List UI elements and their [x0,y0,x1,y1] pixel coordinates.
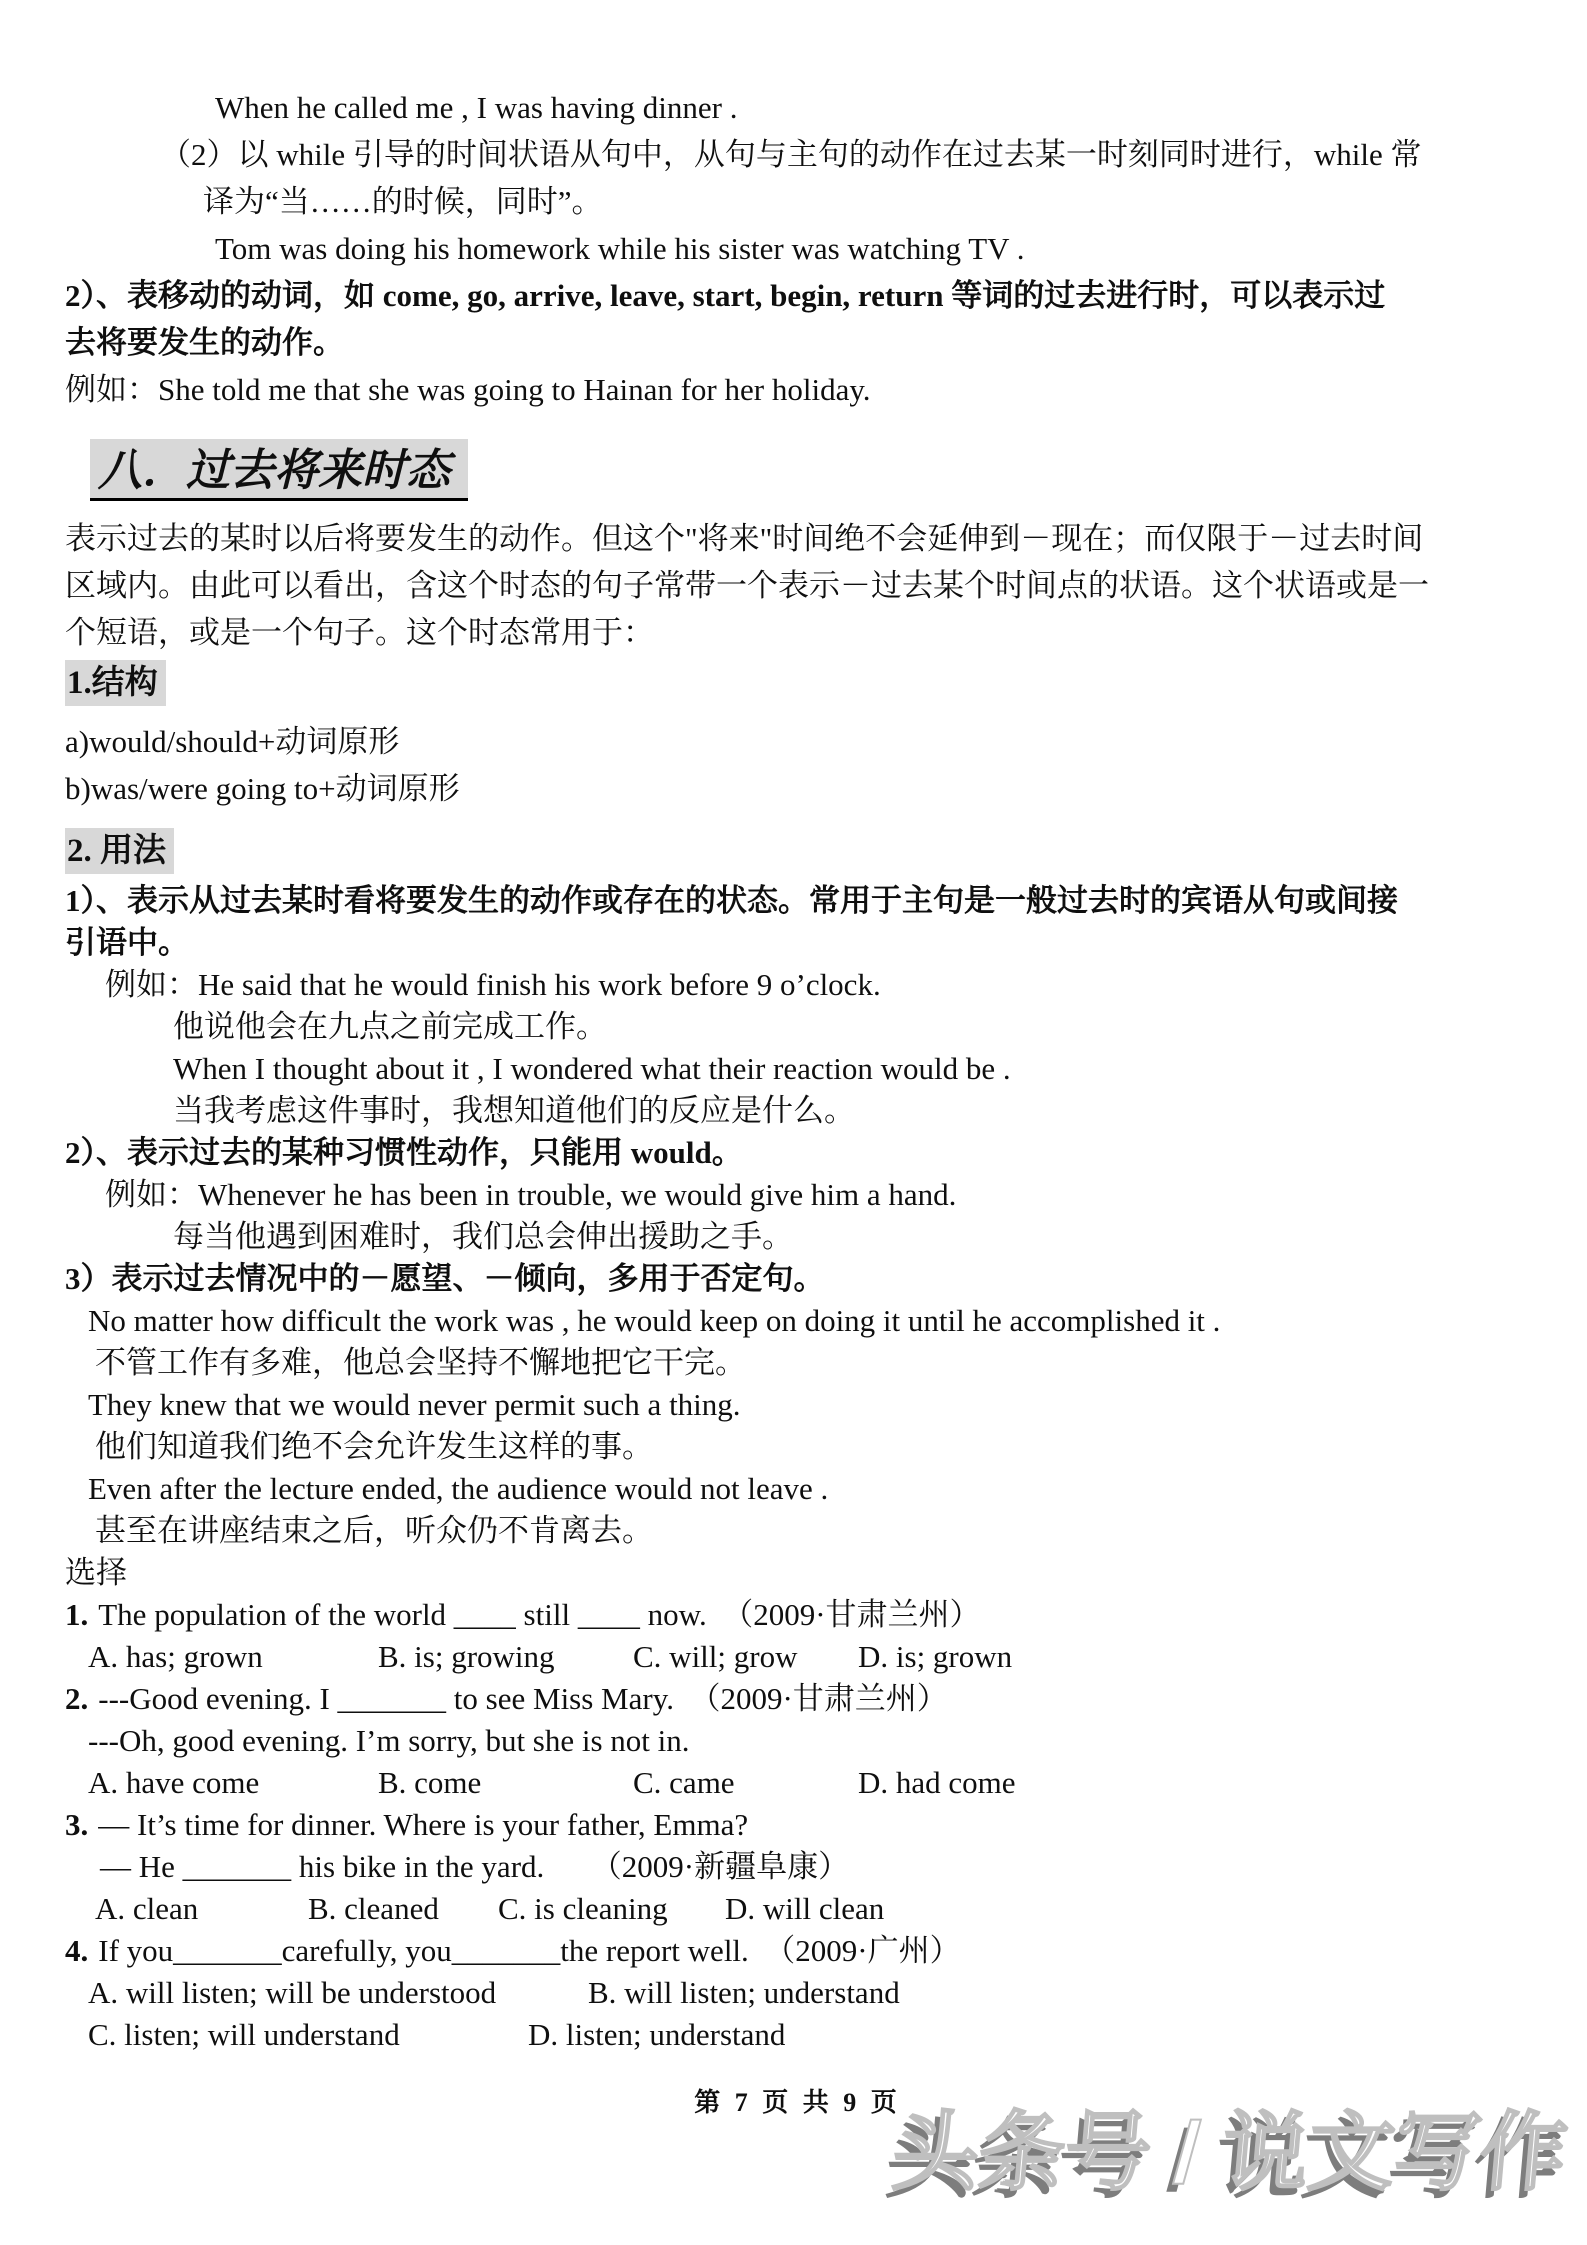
question-number: 1. [65,1597,89,1632]
option-b: B. cleaned [308,1891,439,1926]
option-c: C. is cleaning [498,1891,668,1926]
question-number: 2. [65,1681,89,1716]
example-sentence-en: 例如：Whenever he has been in trouble, we would give him a hand. [105,1177,957,1212]
example-translation-zh: 他们知道我们绝不会允许发生这样的事。 [95,1429,653,1464]
usage-rule-1-cont: 引语中。 [65,925,189,960]
question-3 [65,1804,1535,1846]
grammar-subpoint-cont: 译为“当……的时候，同时”。 [203,184,603,219]
question-3-options [65,1888,1535,1930]
watermark: 头条号 / 说文写作 [889,2105,1572,2201]
option-a: A. has; grown [88,1639,263,1674]
option-a: A. clean [95,1891,199,1926]
question-number: 4. [65,1933,89,1968]
subsection-heading-row [65,660,1535,706]
section-description: 个短语，或是一个句子。这个时态常用于： [65,615,654,650]
section-heading-row [90,439,1535,501]
usage-rule-3: 3）表示过去情况中的－愿望、－倾向，多用于否定句。 [65,1261,825,1296]
question-stem: If you_______carefully, you_______the report well. （2009·广州） [98,1933,961,1968]
option-c: C. came [633,1765,735,1800]
subsection-heading-structure: 1.结构 [65,660,166,706]
option-a: A. have come [88,1765,260,1800]
structure-item-b: b)was/were going to+动词原形 [65,771,460,806]
example-translation-zh: 甚至在讲座结束之后，听众仍不肯离去。 [95,1513,653,1548]
question-2-options [65,1762,1535,1804]
question-stem: ---Good evening. I _______ to see Miss Mary. （2009·甘肃兰州） [98,1681,948,1716]
structure-item-a: a)would/should+动词原形 [65,724,400,759]
example-sentence-en: 例如：He said that he would finish his work before 9 o’clock. [105,967,881,1002]
option-d: D. had come [858,1765,1016,1800]
grammar-subpoint: （2）以 while 引导的时间状语从句中，从句与主句的动作在过去某一时刻同时进行，while 常 [160,137,1422,172]
question-3-line2: — He _______ his bike in the yard. （2009·新疆阜康） [100,1849,850,1884]
question-4-options-row1 [65,1972,1535,2014]
question-stem: — It’s time for dinner. Where is your father, Emma? [98,1807,749,1842]
section-description: 区域内。由此可以看出，含这个时态的句子常带一个表示－过去某个时间点的状语。这个状语或是一 [65,568,1429,603]
example-sentence-en: When he called me , I was having dinner . [215,90,738,125]
option-a: A. will listen; will be understood [88,1975,497,2010]
document-content [65,84,1535,2056]
example-sentence-en: Even after the lecture ended, the audience would not leave . [88,1471,829,1506]
example-translation-zh: 当我考虑这件事时，我想知道他们的反应是什么。 [173,1093,855,1128]
usage-rule-1: 1）、表示从过去某时看将要发生的动作或存在的状态。常用于主句是一般过去时的宾语从句或间接 [65,883,1398,918]
subsection-heading-usage: 2. 用法 [65,828,174,874]
question-stem: The population of the world ____ still ____ now. （2009·甘肃兰州） [98,1597,981,1632]
grammar-rule: 2）、表移动的动词，如 come, go, arrive, leave, start, begin, return 等词的过去进行时，可以表示过 [65,278,1386,313]
section-description: 表示过去的某时以后将要发生的动作。但这个"将来"时间绝不会延伸到－现在；而仅限于－过去时间 [65,521,1424,556]
option-d: D. listen; understand [528,2017,786,2052]
subsection-heading-row [65,828,1535,874]
option-d: D. will clean [725,1891,885,1926]
option-b: B. will listen; understand [588,1975,900,2010]
example-translation-zh: 每当他遇到困难时，我们总会伸出援助之手。 [173,1219,793,1254]
exercise-heading: 选择 [65,1555,127,1590]
question-number: 3. [65,1807,89,1842]
question-1 [65,1594,1535,1636]
example-sentence-en: No matter how difficult the work was , he would keep on doing it until he accomplished it . [88,1303,1221,1338]
question-2-reply: ---Oh, good evening. I’m sorry, but she is not in. [88,1723,690,1758]
question-4-options-row2 [65,2014,1535,2056]
usage-rule-2: 2）、表示过去的某种习惯性动作，只能用 would。 [65,1135,743,1170]
example-translation-zh: 不管工作有多难，他总会坚持不懈地把它干完。 [95,1345,746,1380]
option-b: B. is; growing [378,1639,555,1674]
section-heading: 八．过去将来时态 [90,439,468,501]
option-c: C. will; grow [633,1639,798,1674]
question-2 [65,1678,1535,1720]
question-4 [65,1930,1535,1972]
example-sentence-en: Tom was doing his homework while his sister was watching TV . [215,231,1025,266]
page-footer: 第 7 页 共 9 页 [694,2088,901,2117]
example-translation-zh: 他说他会在九点之前完成工作。 [173,1009,607,1044]
grammar-rule-cont: 去将要发生的动作。 [65,325,344,360]
example-sentence-en: 例如：She told me that she was going to Hainan for her holiday. [65,372,871,407]
question-1-options [65,1636,1535,1678]
option-b: B. come [378,1765,482,1800]
example-sentence-en: They knew that we would never permit such a thing. [88,1387,741,1422]
example-sentence-en: When I thought about it , I wondered what their reaction would be . [173,1051,1011,1086]
option-d: D. is; grown [858,1639,1013,1674]
option-c: C. listen; will understand [88,2017,400,2052]
